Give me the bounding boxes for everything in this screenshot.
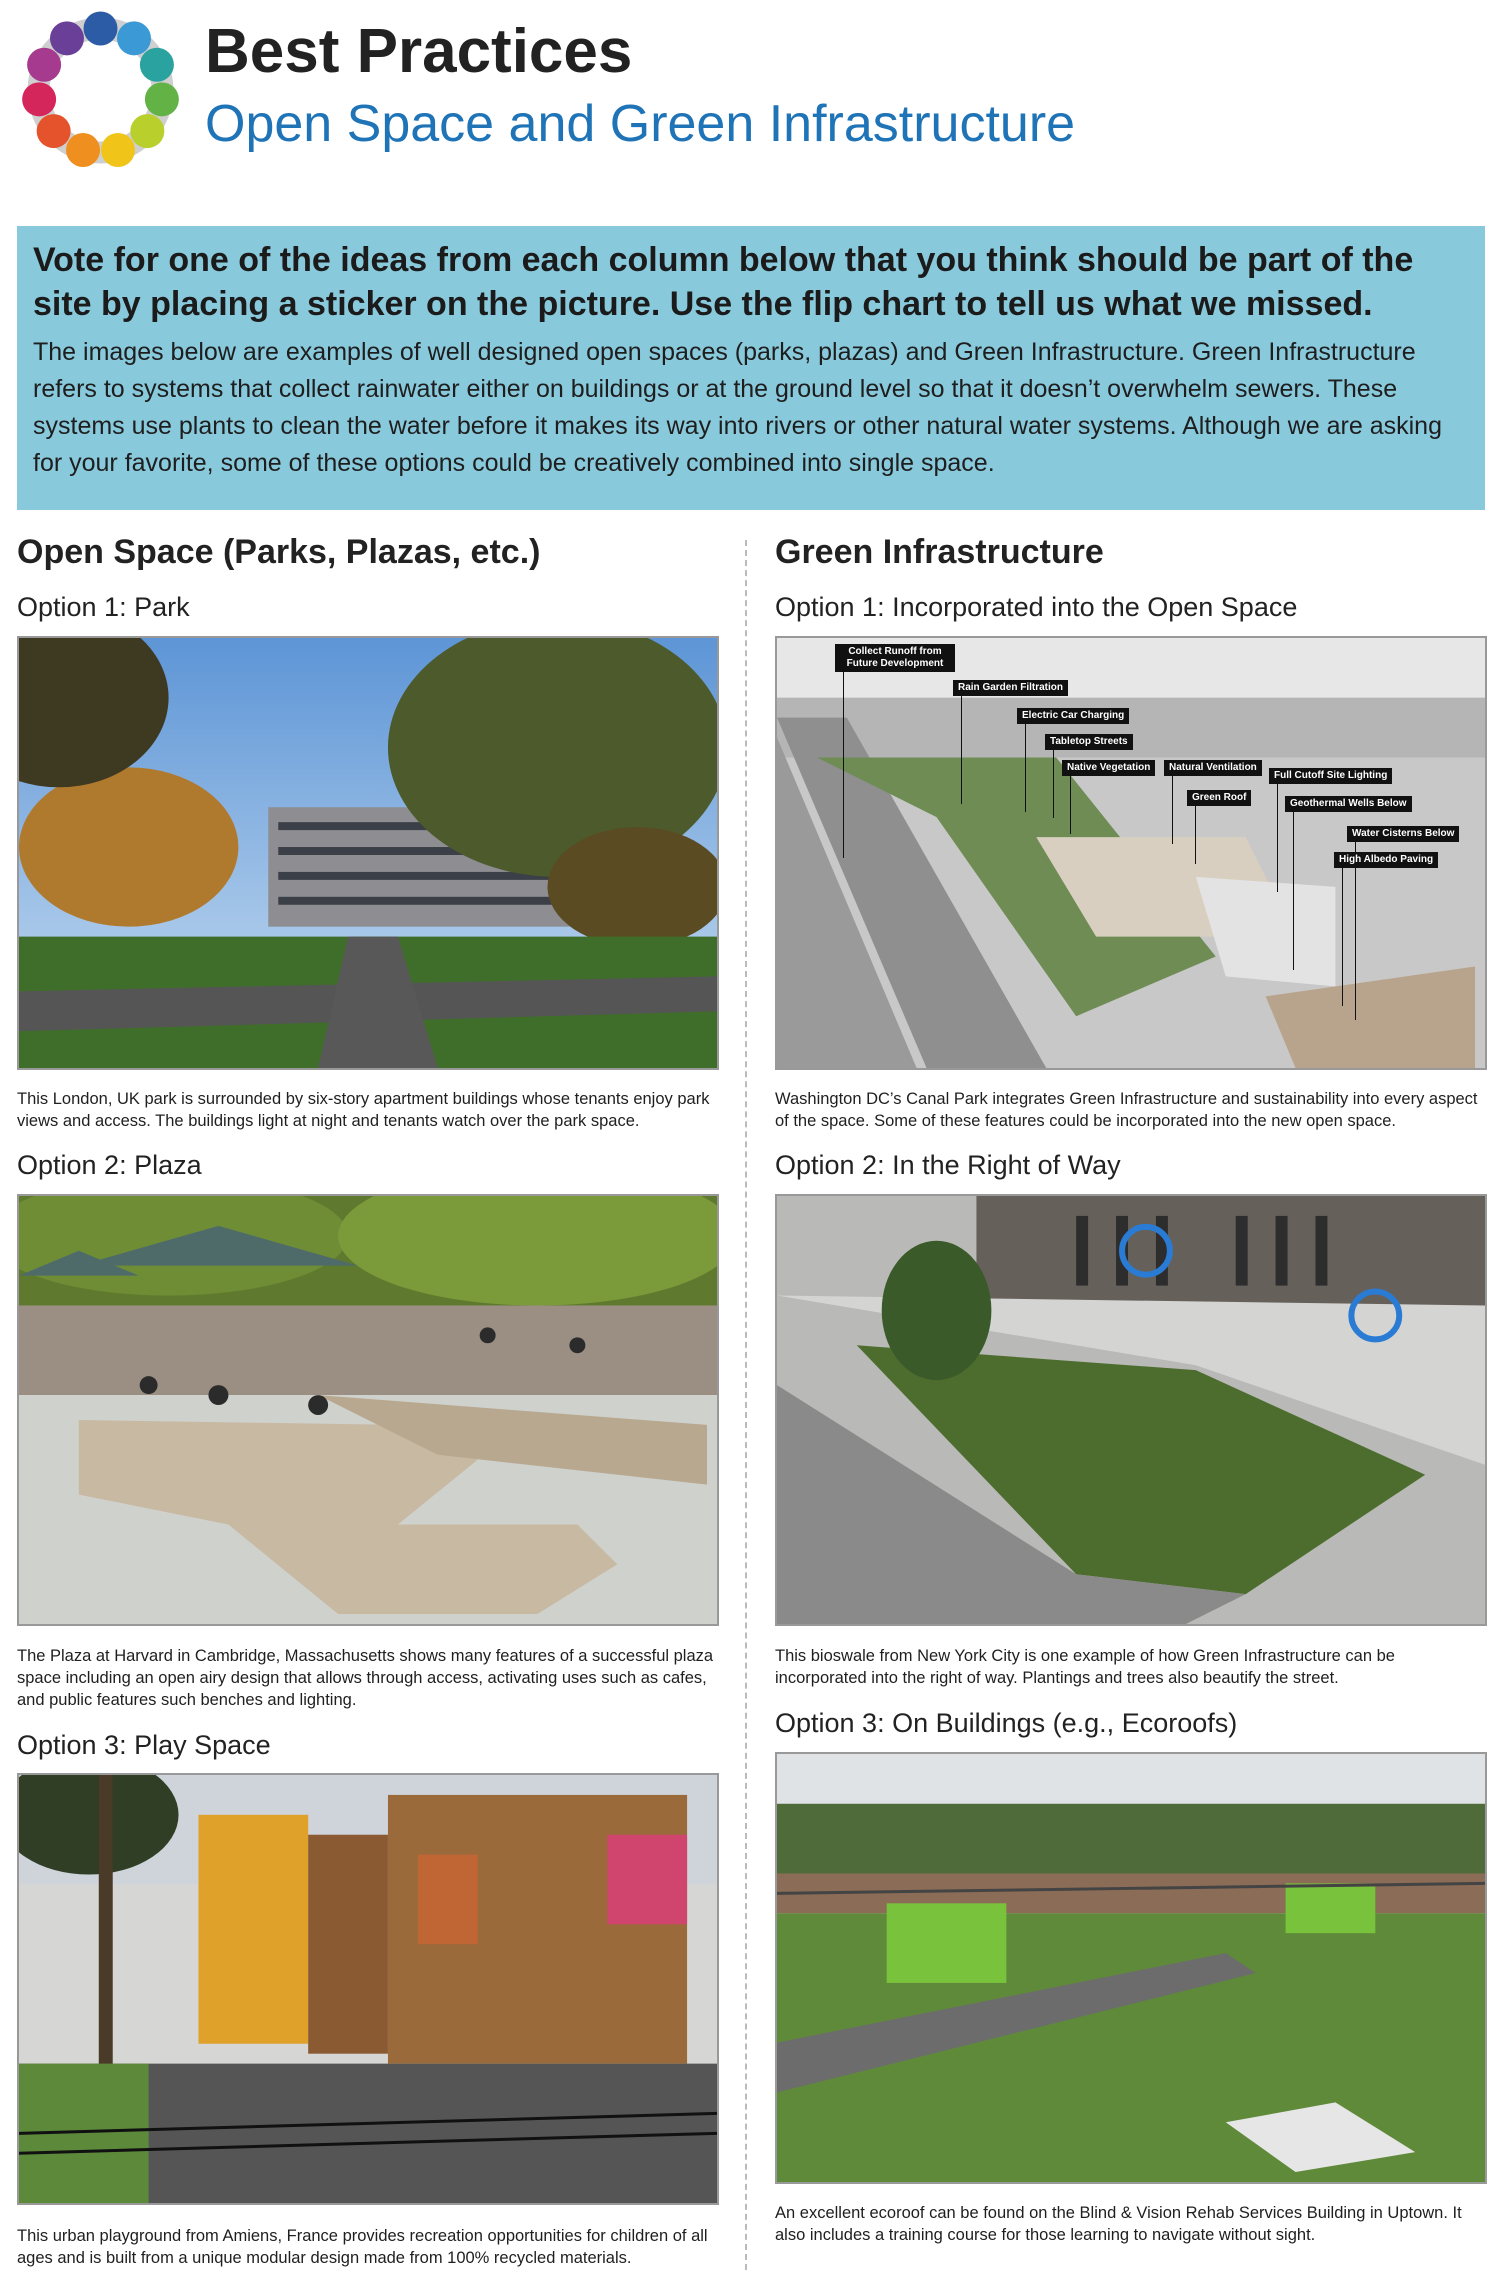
park-photo: [17, 636, 719, 1070]
canal-park-label-line: [1025, 722, 1026, 812]
logo-dot: [145, 82, 179, 116]
canal-park-label-line: [1053, 748, 1054, 818]
ecoroof-caption: An excellent ecoroof can be found on the Blind & Vision Rehab Services Building in Uptown. It also includes a training course for those learning to navigate without sight.: [775, 2204, 1462, 2244]
park-caption: This London, UK park is surrounded by six-story apartment buildings whose tenants enjoy park views and access. The buildings light at night and tenants watch over the park space.: [17, 1090, 710, 1130]
canal-park-label-line: [1342, 866, 1343, 1006]
open-space-heading: Open Space (Parks, Plazas, etc.): [17, 533, 541, 571]
open-space-option-1-title: Option 1: Park: [17, 592, 190, 622]
canal-park-label: Collect Runoff from Future Development: [835, 644, 955, 672]
canal-park-caption: Washington DC’s Canal Park integrates Green Infrastructure and sustainability into every aspect of the space. Some of these features could be incorporated into the new open space.: [775, 1090, 1478, 1130]
canal-park-label: Tabletop Streets: [1045, 734, 1133, 750]
canal-park-label: Full Cutoff Site Lighting: [1269, 768, 1392, 784]
plaza-photo: [17, 1194, 719, 1626]
canal-park-label: Electric Car Charging: [1017, 708, 1129, 724]
logo-dot: [27, 48, 61, 82]
page-subtitle: Open Space and Green Infrastructure: [205, 95, 1076, 153]
canal-park-label: Geothermal Wells Below: [1285, 796, 1412, 812]
canal-park-label: Rain Garden Filtration: [953, 680, 1068, 696]
gi-option-1-title: Option 1: Incorporated into the Open Space: [775, 592, 1298, 622]
logo-dot: [117, 21, 151, 55]
canal-park-label-line: [843, 658, 844, 858]
green-infrastructure-heading: Green Infrastructure: [775, 533, 1104, 571]
canal-park-label-line: [1277, 782, 1278, 892]
canal-park-label-line: [1172, 774, 1173, 844]
canal-park-label: Natural Ventilation: [1164, 760, 1262, 776]
column-divider: [745, 540, 747, 2270]
canal-park-label: Green Roof: [1187, 790, 1251, 806]
play-space-photo: [17, 1773, 719, 2205]
canal-park-photo: [775, 636, 1487, 1070]
gi-option-3-title: Option 3: On Buildings (e.g., Ecoroofs): [775, 1708, 1238, 1738]
logo-dot: [130, 114, 164, 148]
intro-headline: Vote for one of the ideas from each column below that you think should be part of the site by placing a sticker on the picture. Use the flip chart to tell us what we missed.: [33, 241, 1414, 323]
canal-park-label: High Albedo Paving: [1334, 852, 1438, 868]
page-title: Best Practices: [205, 17, 633, 86]
canal-park-label: Native Vegetation: [1062, 760, 1155, 776]
gi-option-2-title: Option 2: In the Right of Way: [775, 1150, 1121, 1180]
bioswale-caption: This bioswale from New York City is one example of how Green Infrastructure can be incorporated into the right of way. Plantings and trees also beautify the street.: [775, 1647, 1395, 1687]
logo-dot: [140, 48, 174, 82]
play-space-caption: This urban playground from Amiens, France provides recreation opportunities for children of all ages and is built from a unique modular design made from 100% recycled materials.: [17, 2227, 708, 2267]
canal-park-label: Water Cisterns Below: [1347, 826, 1459, 842]
canal-park-label-line: [1195, 804, 1196, 864]
intro-body: The images below are examples of well designed open spaces (parks, plazas) and Green Infrastructure. Green Infrastructure refers to systems that collect rainwater either on buildings or at the ground level so that it doesn’t overwhelm sewers. These systems use plants to clean the water before it makes its way into rivers or other natural water systems. Although we are asking for your favorite, some of these options could be creatively combined into single space.: [33, 338, 1442, 477]
logo-dot: [22, 82, 56, 116]
plaza-caption: The Plaza at Harvard in Cambridge, Massachusetts shows many features of a successful plaza space including an open airy design that allows through access, activating uses such as cafes, and public features such benches and lighting.: [17, 1647, 714, 1709]
open-space-option-3-title: Option 3: Play Space: [17, 1730, 271, 1760]
logo-dot: [66, 133, 100, 167]
ecoroof-photo: [775, 1752, 1487, 2184]
bioswale-photo: [775, 1194, 1487, 1626]
open-space-option-2-title: Option 2: Plaza: [17, 1150, 202, 1180]
logo-dot: [37, 114, 71, 148]
logo-dot: [84, 12, 118, 46]
canal-park-label-line: [1070, 774, 1071, 834]
logo-dot: [101, 133, 135, 167]
logo-dot: [50, 21, 84, 55]
intro-box: [17, 226, 1485, 510]
logo: [17, 7, 184, 174]
canal-park-label-line: [961, 694, 962, 804]
canal-park-label-line: [1293, 810, 1294, 970]
